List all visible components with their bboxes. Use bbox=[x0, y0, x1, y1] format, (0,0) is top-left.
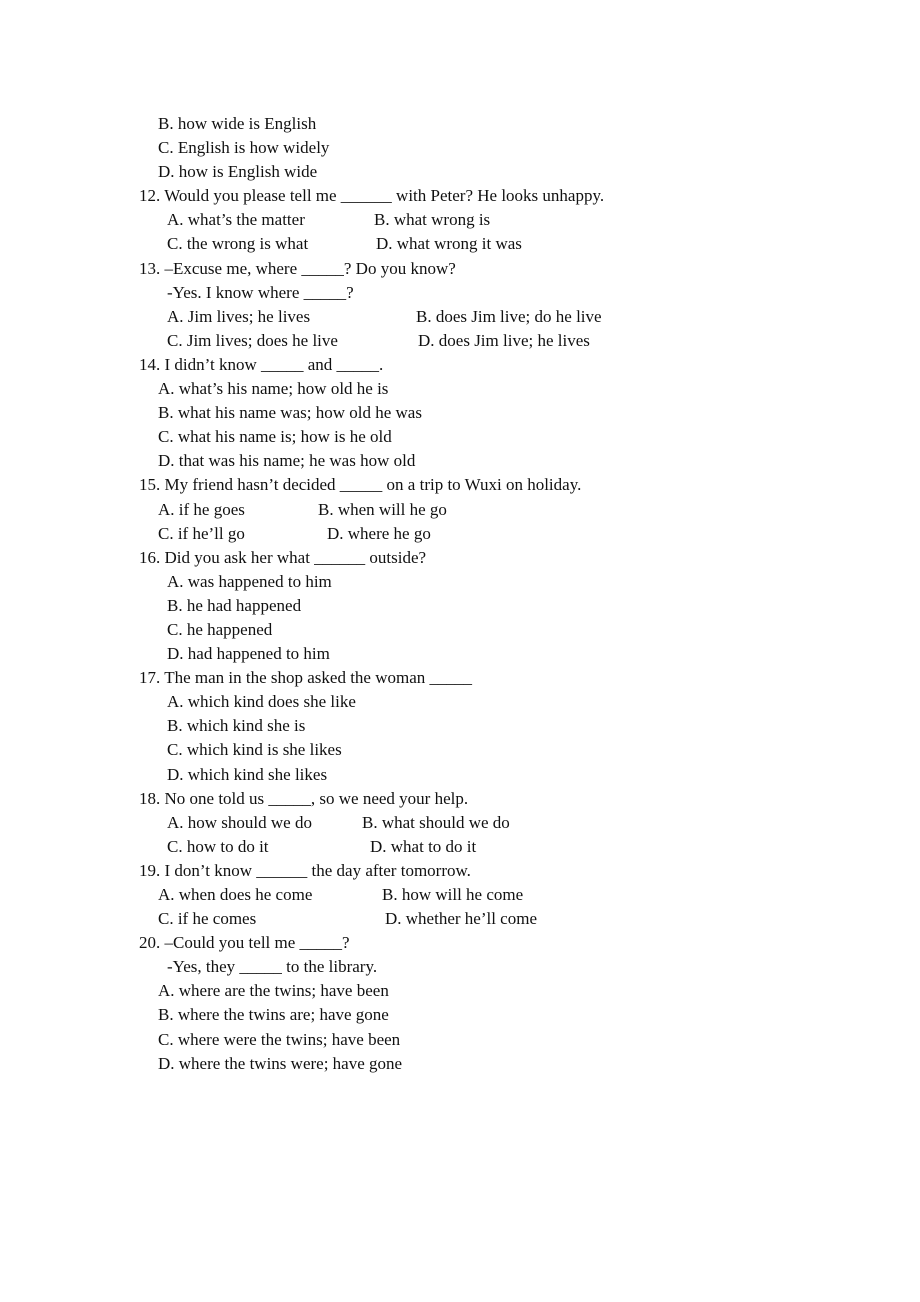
line-text: 20. –Could you tell me _____? bbox=[139, 933, 350, 953]
answer-option: A. if he goes bbox=[158, 499, 245, 519]
answer-option: A. when does he come bbox=[158, 885, 313, 904]
question-line bbox=[0, 1003, 920, 1027]
question-line bbox=[0, 281, 920, 305]
question-line bbox=[0, 401, 920, 425]
exam-page bbox=[0, 112, 920, 1076]
option-row bbox=[0, 883, 920, 907]
line-text: B. what his name was; how old he was bbox=[158, 403, 422, 423]
line-text: 13. –Excuse me, where _____? Do you know? bbox=[139, 258, 456, 278]
question-line bbox=[0, 425, 920, 449]
option-row bbox=[0, 522, 920, 546]
option-row bbox=[0, 835, 920, 859]
question-line bbox=[0, 690, 920, 714]
line-text: 17. The man in the shop asked the woman _____ bbox=[139, 668, 473, 688]
option-row bbox=[0, 305, 920, 329]
line-text: C. he happened bbox=[167, 619, 273, 639]
line-text: B. he had happened bbox=[167, 595, 302, 615]
question-line bbox=[0, 979, 920, 1003]
line-text: 19. I don’t know ______ the day after tomorrow. bbox=[139, 860, 471, 880]
answer-option: D. what wrong it was bbox=[376, 234, 522, 254]
question-line bbox=[0, 666, 920, 690]
question-line bbox=[0, 160, 920, 184]
question-line bbox=[0, 112, 920, 136]
question-line bbox=[0, 473, 920, 497]
line-text: 18. No one told us _____, so we need your help. bbox=[139, 788, 469, 808]
line-text: D. where the twins were; have gone bbox=[158, 1053, 403, 1073]
answer-option: D. whether he’ll come bbox=[385, 909, 537, 929]
question-line bbox=[0, 1028, 920, 1052]
line-text: C. what his name is; how is he old bbox=[158, 427, 392, 447]
line-text: C. English is how widely bbox=[158, 138, 330, 158]
line-text: A. was happened to him bbox=[167, 571, 332, 591]
option-row bbox=[0, 232, 920, 256]
answer-option: D. does Jim live; he lives bbox=[418, 330, 590, 350]
line-text: D. how is English wide bbox=[158, 162, 318, 182]
line-text: D. that was his name; he was how old bbox=[158, 451, 416, 471]
answer-option: B. when will he go bbox=[318, 499, 447, 519]
answer-option: B. how will he come bbox=[382, 885, 524, 904]
line-text: 12. Would you please tell me ______ with Peter? He looks unhappy. bbox=[139, 186, 605, 206]
line-text: A. where are the twins; have been bbox=[158, 981, 389, 1001]
question-line bbox=[0, 618, 920, 642]
question-line bbox=[0, 353, 920, 377]
answer-option: C. Jim lives; does he live bbox=[167, 330, 338, 350]
question-line bbox=[0, 714, 920, 738]
line-text: 15. My friend hasn’t decided _____ on a trip to Wuxi on holiday. bbox=[139, 475, 582, 495]
line-text: C. which kind is she likes bbox=[167, 740, 342, 760]
answer-option: A. what’s the matter bbox=[167, 210, 305, 230]
question-line bbox=[0, 136, 920, 160]
answer-option: A. Jim lives; he lives bbox=[167, 306, 311, 326]
line-text: B. how wide is English bbox=[158, 114, 317, 133]
answer-option: C. if he comes bbox=[158, 909, 257, 929]
question-line bbox=[0, 184, 920, 208]
question-list bbox=[0, 112, 920, 1076]
option-row bbox=[0, 907, 920, 931]
question-line bbox=[0, 449, 920, 473]
question-line bbox=[0, 1052, 920, 1076]
answer-option: D. what to do it bbox=[370, 836, 477, 856]
line-text: C. where were the twins; have been bbox=[158, 1029, 401, 1049]
answer-option: B. what wrong is bbox=[374, 210, 491, 230]
question-line bbox=[0, 738, 920, 762]
line-text: -Yes. I know where _____? bbox=[167, 282, 354, 302]
question-line bbox=[0, 377, 920, 401]
question-line bbox=[0, 931, 920, 955]
answer-option: C. how to do it bbox=[167, 836, 269, 856]
question-line bbox=[0, 955, 920, 979]
question-line bbox=[0, 763, 920, 787]
question-line bbox=[0, 787, 920, 811]
answer-option: B. does Jim live; do he live bbox=[416, 306, 602, 326]
question-line bbox=[0, 859, 920, 883]
question-line bbox=[0, 570, 920, 594]
option-row bbox=[0, 329, 920, 353]
option-row bbox=[0, 208, 920, 232]
answer-option: C. the wrong is what bbox=[167, 234, 309, 254]
line-text: A. what’s his name; how old he is bbox=[158, 379, 389, 399]
option-row bbox=[0, 498, 920, 522]
answer-option: D. where he go bbox=[327, 523, 431, 543]
question-line bbox=[0, 257, 920, 281]
answer-option: C. if he’ll go bbox=[158, 523, 245, 543]
line-text: D. had happened to him bbox=[167, 644, 330, 664]
question-line bbox=[0, 594, 920, 618]
answer-option: A. how should we do bbox=[167, 812, 312, 832]
line-text: 16. Did you ask her what ______ outside? bbox=[139, 547, 427, 567]
line-text: D. which kind she likes bbox=[167, 764, 328, 784]
line-text: 14. I didn’t know _____ and _____. bbox=[139, 354, 384, 374]
line-text: B. which kind she is bbox=[167, 716, 306, 736]
question-line bbox=[0, 546, 920, 570]
line-text: A. which kind does she like bbox=[167, 692, 356, 712]
question-line bbox=[0, 642, 920, 666]
line-text: -Yes, they _____ to the library. bbox=[167, 957, 378, 977]
answer-option: B. what should we do bbox=[362, 812, 510, 832]
line-text: B. where the twins are; have gone bbox=[158, 1005, 389, 1025]
option-row bbox=[0, 811, 920, 835]
